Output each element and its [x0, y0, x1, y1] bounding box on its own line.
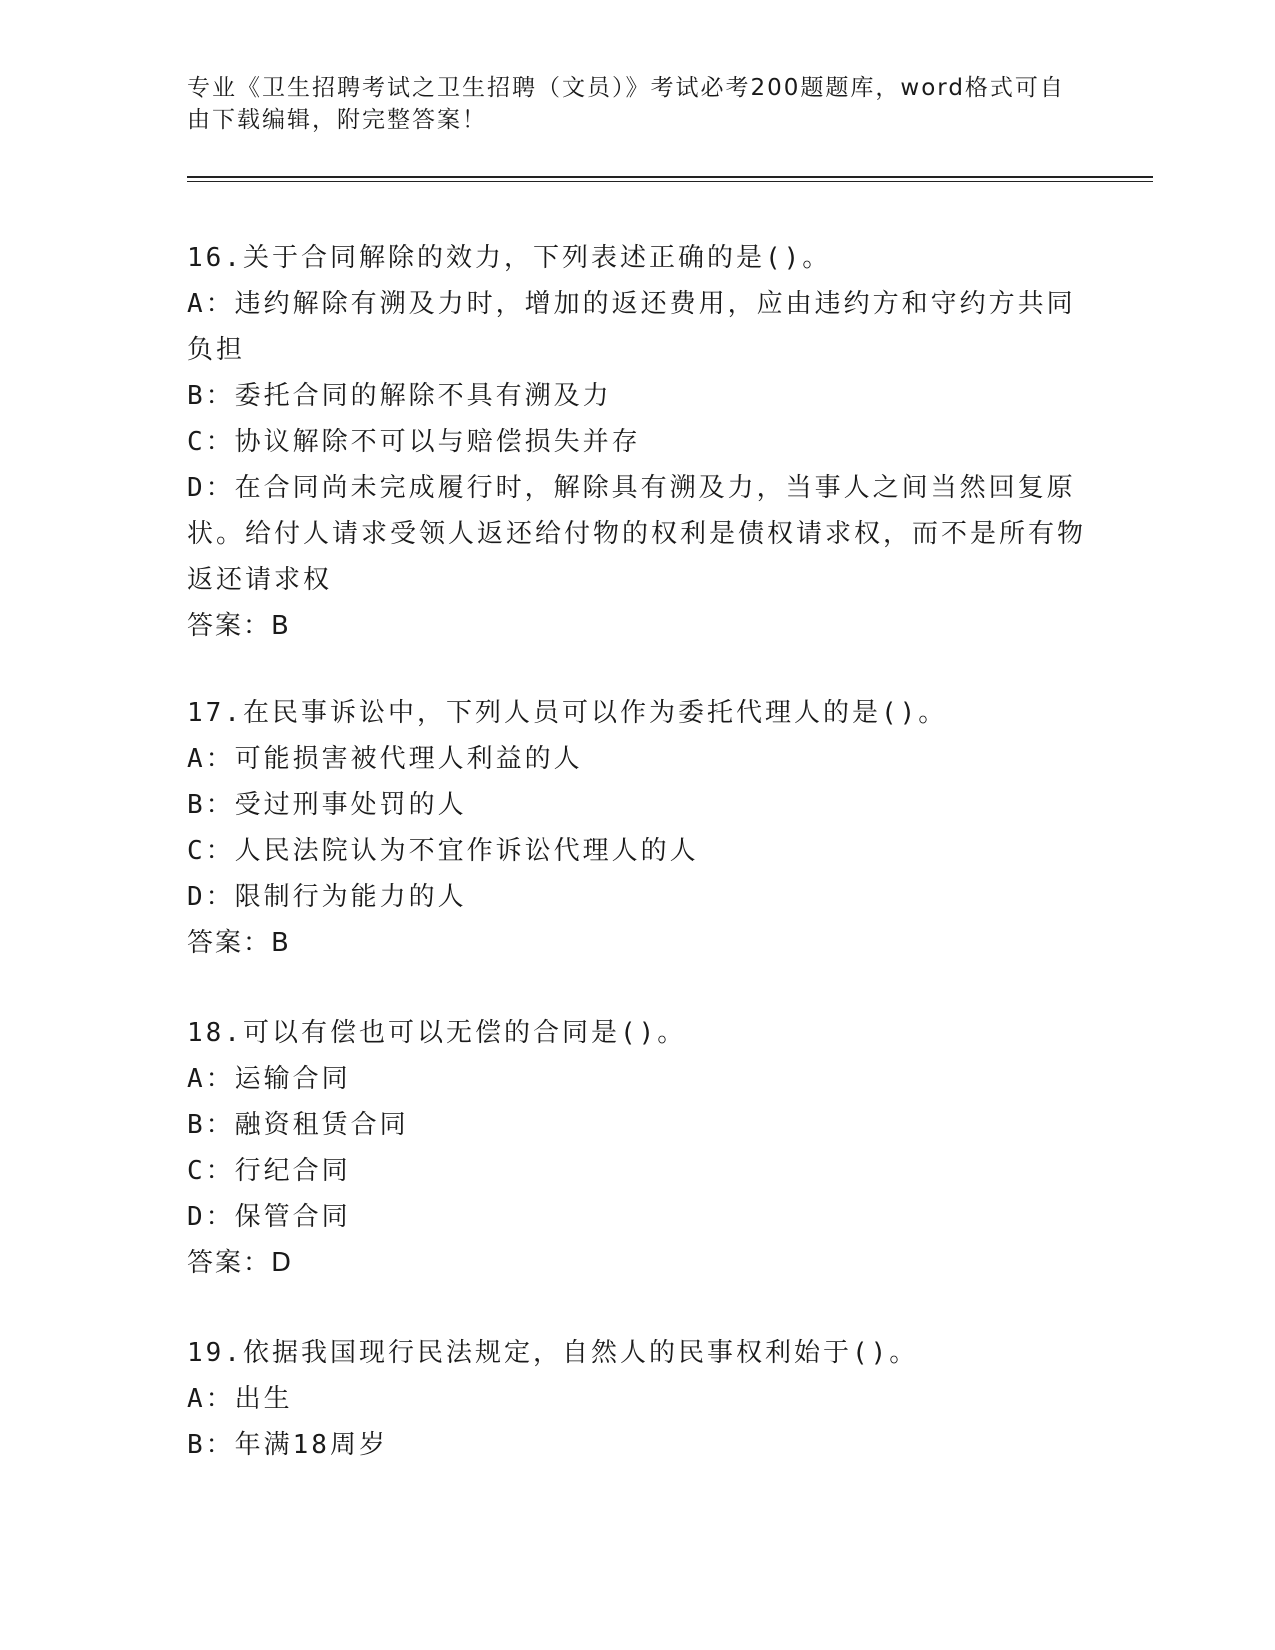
option-a: A：可能损害被代理人利益的人 — [187, 744, 583, 774]
option-d: D：限制行为能力的人 — [187, 882, 467, 912]
answer-line: 答案：D — [187, 1248, 294, 1278]
option-b: B：年满18周岁 — [187, 1430, 388, 1460]
answer-line: 答案：B — [187, 611, 291, 641]
question-19 — [187, 1330, 1087, 1468]
option-c: C：行纪合同 — [187, 1156, 351, 1186]
question-stem: 16.关于合同解除的效力，下列表述正确的是()。 — [187, 243, 832, 273]
question-stem: 18.可以有偿也可以无偿的合同是()。 — [187, 1018, 687, 1048]
option-a: A：运输合同 — [187, 1064, 351, 1094]
document-header: 专业《卫生招聘考试之卫生招聘（文员）》考试必考200题题库，word格式可自由下载编辑，附完整答案！ — [187, 75, 1065, 133]
option-d: D：保管合同 — [187, 1202, 351, 1232]
option-c: C：协议解除不可以与赔偿损失并存 — [187, 427, 641, 457]
header-divider-thin — [187, 181, 1153, 182]
option-a: A：出生 — [187, 1384, 293, 1414]
question-stem: 17.在民事诉讼中，下列人员可以作为委托代理人的是()。 — [187, 698, 948, 728]
question-stem: 19.依据我国现行民法规定，自然人的民事权利始于()。 — [187, 1338, 919, 1368]
option-b: B：委托合同的解除不具有溯及力 — [187, 381, 612, 411]
option-a: A：违约解除有溯及力时，增加的返还费用，应由违约方和守约方共同负担 — [187, 289, 1076, 365]
question-18 — [187, 1010, 1087, 1286]
option-c: C：人民法院认为不宜作诉讼代理人的人 — [187, 836, 699, 866]
answer-line: 答案：B — [187, 928, 291, 958]
question-16 — [187, 235, 1087, 649]
header-divider-thick — [187, 176, 1153, 178]
option-b: B：受过刑事处罚的人 — [187, 790, 467, 820]
question-17 — [187, 690, 1087, 966]
option-b: B：融资租赁合同 — [187, 1110, 409, 1140]
option-d: D：在合同尚未完成履行时，解除具有溯及力，当事人之间当然回复原状。给付人请求受领人返还给付物的权利是债权请求权，而不是所有物返还请求权 — [187, 473, 1087, 595]
